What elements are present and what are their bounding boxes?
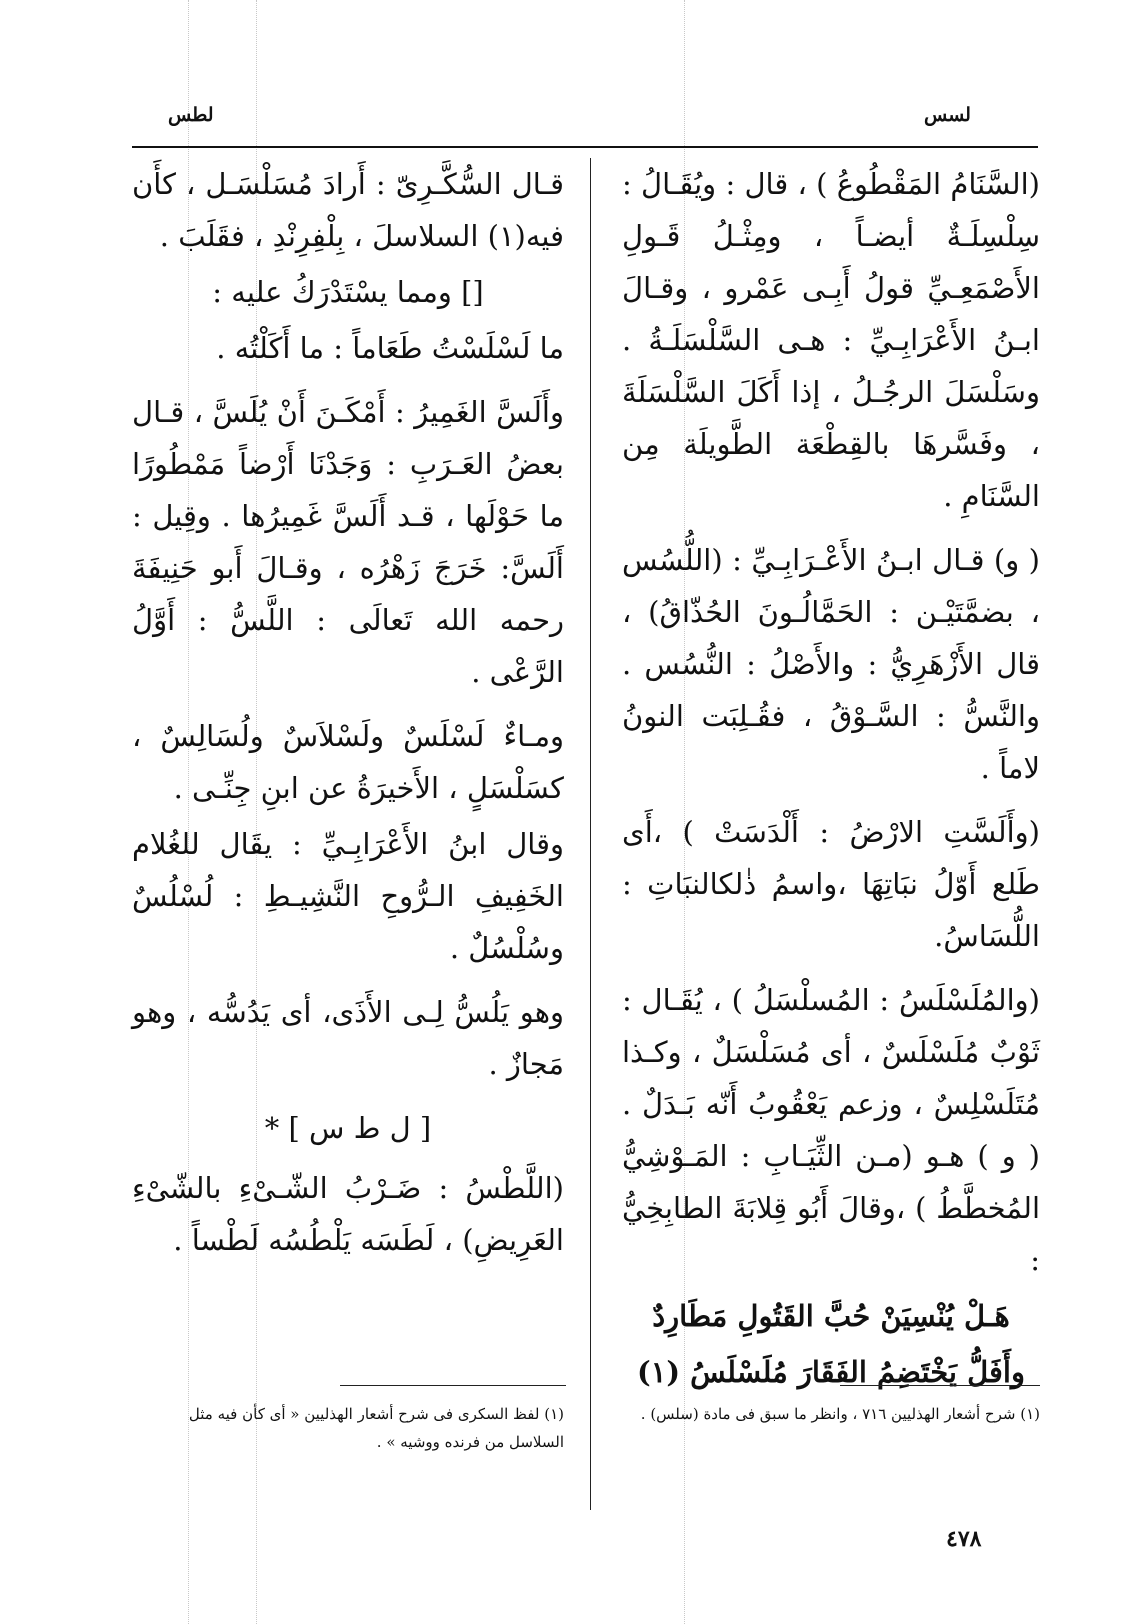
- right-paragraph: (والمُلَسْلَسُ : المُسلْسَلُ ) ، يُقَـال : ثَوْبٌ مُلَسْلَسٌ ، أى مُسَلْسَلٌ ، وكـذا مُتَلَسْلِسٌ ، وزعم يَعْقُوبُ أَنّه بَـدَلٌ . ( و ) هـو (مـن الثِّيَـابِ : المَـوْشِيُّ المُخطَّطُ ) ،وقالَ أَبُو قِلابَةَ الطابِخِيُّ :: [622, 983, 1040, 1277]
- left-column: [132, 158, 564, 1278]
- left-paragraph: [] ومما يسْتَدْرَكُ عليه :: [212, 275, 484, 309]
- verse-line: وأَفَلُّ يَخْتَضِمُ الفَقَارَ مُلَسْلَسُ (١): [637, 1355, 1025, 1389]
- footnote-rule: [340, 1385, 566, 1386]
- column-divider: [590, 158, 591, 1510]
- running-head-right: لسس: [924, 104, 971, 126]
- left-paragraph: ما لَسْلَسْتُ طَعَاماً : ما أَكَلْتُه .: [216, 331, 564, 365]
- left-paragraph: قـال السُّكَّـرِىّ : أَرادَ مُسَلْسَـل ، كأَن فيه(١) السلاسلَ ، بِلْفِرِنْدِ ، فقَلَبَ .: [132, 167, 564, 253]
- left-paragraph: وقال ابنُ الأَعْرَابِـيِّ : يقَال للغُلام الخَفِيفِ الـرُّوحِ النَّشِيـطِ : لُسْلُسٌ وسُلْسُلٌ .: [132, 827, 564, 965]
- right-column: [622, 158, 1040, 1402]
- page-number: ٤٧٨: [946, 1526, 982, 1552]
- left-paragraph: (اللَّطْسُ : ضَـرْبُ الشّـىْءِ بالشّىْءِ العَرِيضِ) ، لَطَسَه يَلْطُسُه لَطْساً .: [132, 1171, 564, 1257]
- verse-line: هَـلْ يُنْسِيَنْ حُبَّ القَتُولِ مَطَارِدٌ: [652, 1299, 1010, 1333]
- footnote-left: (١) لفظ السكرى فى شرح أشعار الهذليين « أى كأن فيه مثل السلاسل من فرنده ووشيه » .: [188, 1405, 564, 1451]
- entry-heading: [ ل ط س ] *: [264, 1111, 432, 1145]
- left-paragraph: ومـاءٌ لَسْلَسٌ ولَسْلاَسٌ ولُسَالِسٌ ، كسَلْسَلٍ ، الأَخيرَةُ عن ابنِ جِنِّـى .: [132, 719, 564, 805]
- left-paragraph: وأَلَسَّ الغَمِيرُ : أَمْكَـنَ أَنْ يُلَسَّ ، قـال بعضُ العَـرَبِ : وَجَدْنَا أَرْضاً مَمْطُورًا ما حَوْلَها ، قـد أَلَسَّ غَمِيرُها . وقِيل : أَلَسَّ: خَرَجَ زَهْرُه ، وقـالَ أَبو حَنِيفَةَ رحمه الله تَعالَى : اللَّسُّ : أَوَّلُ الرَّعْى .: [132, 395, 564, 689]
- footnote-rule: [840, 1385, 1040, 1386]
- right-paragraph: ( و) قـال ابـنُ الأَعْـرَابِـيِّ : (اللُّسُس ، بضمَّتَيْـن : الحَمَّالُـونَ الحُذّاقُ) ، قال الأَزْهَرِيُّ : والأَصْلُ : النُّسُس . والنَّسُّ : السَّـوْقُ ، فقُـلِبَت النونُ لاماً .: [622, 543, 1040, 785]
- footnote-right: (١) شرح أشعار الهذليين ٧١٦ ، وانظر ما سبق فى مادة (سلس) .: [640, 1405, 1040, 1423]
- left-paragraph: وهو يَلُسُّ لِـى الأَذَى، أى يَدُسُّه ، وهو مَجازٌ .: [132, 995, 564, 1081]
- header-rule: [132, 146, 1038, 148]
- right-paragraph: (السَّنَامُ المَقْطُوعُ ) ، قال : ويُقَـالُ : سِلْسِلَـةٌ أيضـاً ، ومِثْـلُ قَـولِ الأَصْمَعِـيِّ قولُ أَبِـى عَمْرو ، وقـالَ ابـنُ الأَعْرَابِـيِّ : هـى السَّلْسَلَـةُ . وسَلْسَلَ الرجُـلُ ، إذا أَكَلَ السَّلْسَلَةَ ، وفَسَّرهَا بالقِطْعَة الطَّويلَة مِن السَّنَامِ .: [622, 167, 1040, 513]
- running-head-left: لطس: [168, 104, 214, 126]
- right-paragraph: (وأَلَسَّتِ الارْضُ : أَلْدَسَتْ ) ،أَى طَلع أَوّلُ نبَاتِهَا ،واسمُ ذٰلكالنبَاتِ : اللُّسَاسُ.: [622, 815, 1040, 953]
